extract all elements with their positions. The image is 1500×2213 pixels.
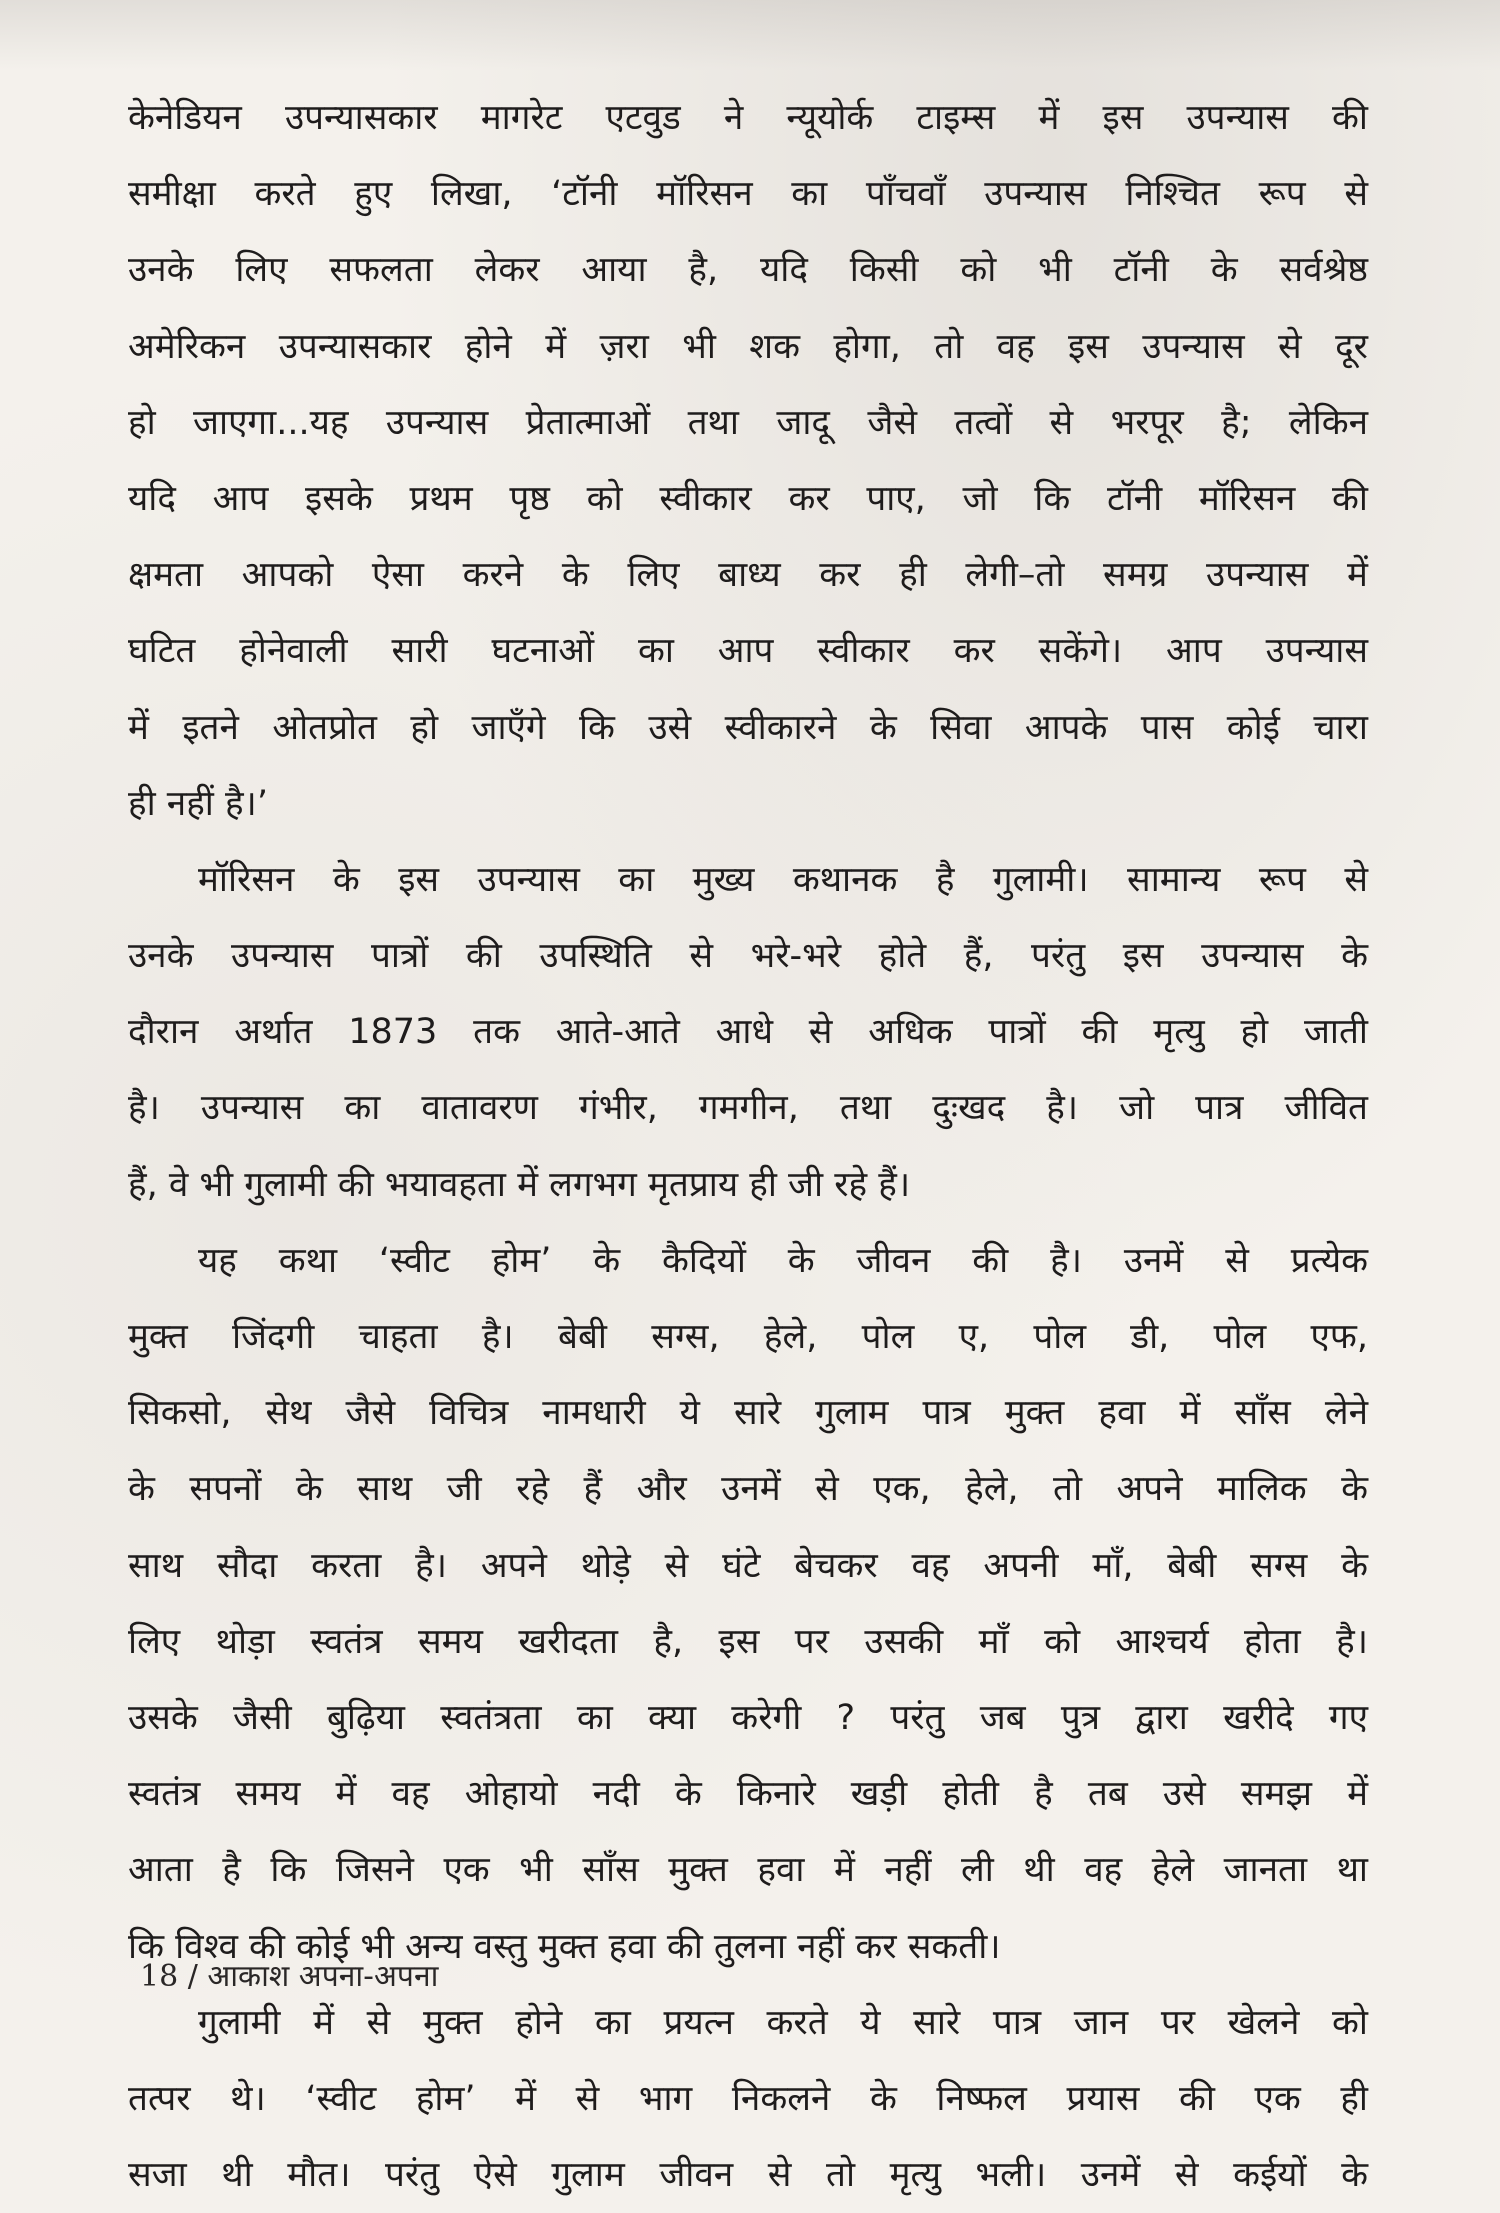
- text-line: घटित होनेवाली सारी घटनाओं का आप स्वीकार कर सकेंगे। आप उपन्यास: [128, 631, 1368, 672]
- text-line: लिए थोड़ा स्वतंत्र समय खरीदता है, इस पर उसकी माँ को आश्चर्य होता है।: [128, 1621, 1368, 1662]
- text-line: तत्पर थे। ‘स्वीट होम’ में से भाग निकलने के निष्फल प्रयास की एक ही: [128, 2078, 1368, 2119]
- text-line: उसके जैसी बुढ़िया स्वतंत्रता का क्या करेगी ? परंतु जब पुत्र द्वारा खरीदे गए: [128, 1697, 1368, 1738]
- body-text: [128, 80, 1368, 2213]
- show-through-shadow: [0, 0, 1500, 70]
- text-line: उनके लिए सफलता लेकर आया है, यदि किसी को भी टॉनी के सर्वश्रेष्ठ: [128, 250, 1368, 291]
- text-line: मॉरिसन के इस उपन्यास का मुख्य कथानक है गुलामी। सामान्य रूप से: [198, 859, 1368, 900]
- text-line: ही नहीं है।’: [128, 783, 268, 824]
- text-line: मुक्त जिंदगी चाहता है। बेबी सग्स, हेले, पोल ए, पोल डी, पोल एफ,: [128, 1317, 1368, 1357]
- text-line: सजा थी मौत। परंतु ऐसे गुलाम जीवन से तो मृत्यु भली। उनमें से कईयों के: [128, 2155, 1368, 2196]
- text-line: है। उपन्यास का वातावरण गंभीर, गमगीन, तथा दुःखद है। जो पात्र जीवित: [128, 1088, 1368, 1129]
- text-line: स्वतंत्र समय में वह ओहायो नदी के किनारे खड़ी होती है तब उसे समझ में: [128, 1774, 1368, 1815]
- text-line: में इतने ओतप्रोत हो जाएँगे कि उसे स्वीकारने के सिवा आपके पास कोई चारा: [128, 707, 1368, 748]
- page-footer: [140, 1960, 438, 1994]
- text-line: कि विश्व की कोई भी अन्य वस्तु मुक्त हवा की तुलना नहीं कर सकती।: [128, 1926, 1001, 1967]
- text-line: हो जाएगा...यह उपन्यास प्रेतात्माओं तथा जादू जैसे तत्वों से भरपूर है; लेकिन: [128, 402, 1368, 443]
- text-line: आता है कि जिसने एक भी साँस मुक्त हवा में नहीं ली थी वह हेले जानता था: [128, 1850, 1368, 1891]
- book-title: आकाश अपना-अपना: [207, 1959, 439, 1994]
- text-line: यदि आप इसके प्रथम पृष्ठ को स्वीकार कर पाए, जो कि टॉनी मॉरिसन की: [128, 478, 1368, 519]
- text-line: उनके उपन्यास पात्रों की उपस्थिति से भरे-भरे होते हैं, परंतु इस उपन्यास के: [128, 936, 1368, 977]
- text-line: गुलामी में से मुक्त होने का प्रयत्न करते ये सारे पात्र जान पर खेलने को: [198, 2002, 1368, 2043]
- text-line: दौरान अर्थात 1873 तक आते-आते आधे से अधिक पात्रों की मृत्यु हो जाती: [128, 1012, 1368, 1053]
- text-line: साथ सौदा करता है। अपने थोड़े से घंटे बेचकर वह अपनी माँ, बेबी सग्स के: [128, 1545, 1368, 1586]
- text-line: सिकसो, सेथ जैसे विचित्र नामधारी ये सारे गुलाम पात्र मुक्त हवा में साँस लेने: [128, 1393, 1368, 1434]
- text-line: हैं, वे भी गुलामी की भयावहता में लगभग मृतप्राय ही जी रहे हैं।: [128, 1164, 911, 1205]
- page-number: 18: [140, 1959, 179, 1994]
- text-line: क्षमता आपको ऐसा करने के लिए बाध्य कर ही लेगी–तो समग्र उपन्यास में: [128, 555, 1368, 596]
- footer-separator: /: [187, 1959, 198, 1994]
- text-line: केनेडियन उपन्यासकार मागरेट एटवुड ने न्यूयोर्क टाइम्स में इस उपन्यास की: [128, 98, 1368, 138]
- text-line: के सपनों के साथ जी रहे हैं और उनमें से एक, हेले, तो अपने मालिक के: [128, 1469, 1368, 1510]
- text-line: अमेरिकन उपन्यासकार होने में ज़रा भी शक होगा, तो वह इस उपन्यास से दूर: [128, 326, 1368, 367]
- text-line: यह कथा ‘स्वीट होम’ के कैदियों के जीवन की है। उनमें से प्रत्येक: [198, 1240, 1368, 1281]
- text-line: समीक्षा करते हुए लिखा, ‘टॉनी मॉरिसन का पाँचवाँ उपन्यास निश्चित रूप से: [128, 174, 1368, 215]
